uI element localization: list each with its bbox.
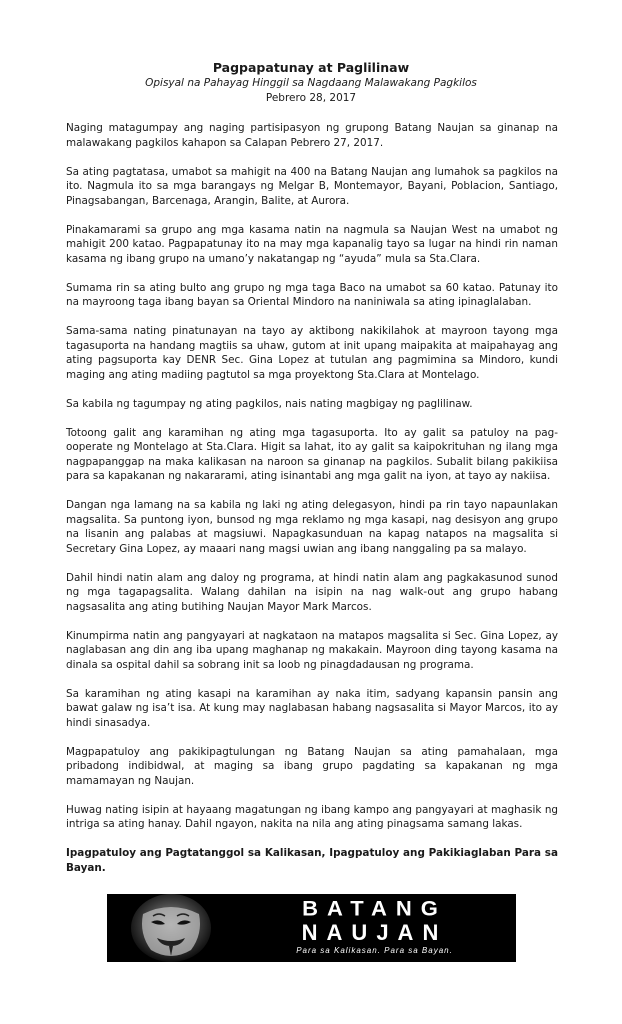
paragraph: Sa kabila ng tagumpay ng ating pagkilos, nais nating magbigay ng paglilinaw. (66, 397, 473, 410)
paragraph: Pinakamarami sa grupo ang mga kasama natin na nagmula sa Naujan West na umabot ng mahigit 200 katao. Pagpapatunay ito na may mga kapanalig tayo sa lugar na hindi rin naman kasama ng ibang grupo na umano’y nakatangap ng “ayuda” mula sa Sta.Clara. (66, 223, 558, 265)
batang-naujan-banner (107, 894, 516, 962)
paragraph: Sa karamihan ng ating kasapi na karamihan ay naka itim, sadyang kapansin pansin ang bawat galaw ng isa’t isa. At kung may naglabasan habang nagsasalita si Mayor Marcos, ito ay hindi sinasadya. (66, 687, 558, 729)
banner-tagline: Para sa Kalikasan. Para sa Bayan. (296, 946, 453, 955)
banner-wordmark (237, 898, 512, 944)
document-date: Pebrero 28, 2017 (265, 92, 357, 104)
paragraph: Dangan nga lamang na sa kabila ng laki ng ating delegasyon, hindi pa rin tayo napaunlakan magsalita. Sa puntong iyon, bunsod ng mga reklamo ng mga kasapi, nag desisyon ang grupo na lisanin ang palabas at magsiuwi. Napagkasunduan na kapag natapos na magsalita si Secretary Gina Lopez, ay maaari nang magsi uwian ang ibang nanggaling pa sa malayo. (66, 499, 558, 555)
banner-line-2: NAUJAN (301, 920, 448, 945)
document-subtitle: Opisyal na Pahayag Hinggil sa Nagdaang Malawakang Pagkilos (145, 77, 477, 89)
paragraph: Sumama rin sa ating bulto ang grupo ng mga taga Baco na umabot sa 60 katao. Patunay ito na mayroong taga ibang bayan sa Oriental Mindoro na naniniwala sa ating ipinaglalaban. (66, 281, 558, 308)
document-title: Pagpapatunay at Paglilinaw (212, 60, 410, 75)
paragraph: Totoong galit ang karamihan ng ating mga tagasuporta. Ito ay galit sa patuloy na pag-ooperate ng Montelago at Sta.Clara. Higit sa lahat, ito ay galit sa kaipokrituhan ng ilang mga nagpapanggap na maka kalikasan na naroon sa ginanap na pagkilos. Subalit bilang pakikiisa para sa kapakanan ng nakararami, ating isinantabi ang mga galit na iyon, at tayo ay nakiisa. (66, 426, 558, 482)
paragraph: Sa ating pagtatasa, umabot sa mahigit na 400 na Batang Naujan ang lumahok sa pagkilos na ito. Nagmula ito sa mga barangays ng Melgar B, Montemayor, Bayani, Poblacion, Santiago, Pinagsabangan, Barcenaga, Arangin, Balite, at Aurora. (66, 165, 558, 207)
paragraph: Kinumpirma natin ang pangyayari at nagkataon na matapos magsalita si Sec. Gina Lopez, ay naglabasan ang din ang iba upang maghanap ng makakain. Mayroon ding tayong kasama na dinala sa ospital dahil sa sobrang init sa loob ng pinagdadausan ng programa. (66, 629, 558, 671)
closing-statement: Ipagpatuloy ang Pagtatanggol sa Kalikasan, Ipagpatuloy ang Pakikiaglaban Para sa Bayan. (66, 847, 558, 874)
paragraph: Sama-sama nating pinatunayan na tayo ay aktibong nakikilahok at mayroon tayong mga tagasuporta na handang magtiis sa uhaw, gutom at init upang maipakita at maipahayag ang ating pagsuporta kay DENR Sec. Gina Lopez at tutulan ang pagmimina sa Mindoro, kundi maging ang ating madiing pagtutol sa mga proyektong Sta.Clara at Montelago. (66, 325, 558, 381)
mask-icon (107, 894, 227, 962)
paragraph: Magpapatuloy ang pakikipagtulungan ng Batang Naujan sa ating pamahalaan, mga pribadong indibidwal, at maging sa ibang grupo pagdating sa kapakanan ng mga mamamayan ng Naujan. (66, 745, 558, 787)
document-body (66, 121, 558, 890)
banner-line-1: BATANG (302, 896, 447, 921)
paragraph: Naging matagumpay ang naging partisipasyon ng grupong Batang Naujan sa ginanap na malawakang pagkilos kahapon sa Calapan Pebrero 27, 2017. (66, 122, 558, 149)
paragraph: Huwag nating isipin at hayaang magatungan ng ibang kampo ang pangyayari at maghasik ng intriga sa ating hanay. Dahil ngayon, nakita na nila ang ating pinagsama samang lakas. (66, 803, 558, 830)
paragraph: Dahil hindi natin alam ang daloy ng programa, at hindi natin alam ang pagkakasunod sunod ng mga tagapagsalita. Walang dahilan na isipin na nag walk-out ang grupo habang nagsasalita ang ating butihing Naujan Mayor Mark Marcos. (66, 571, 558, 613)
